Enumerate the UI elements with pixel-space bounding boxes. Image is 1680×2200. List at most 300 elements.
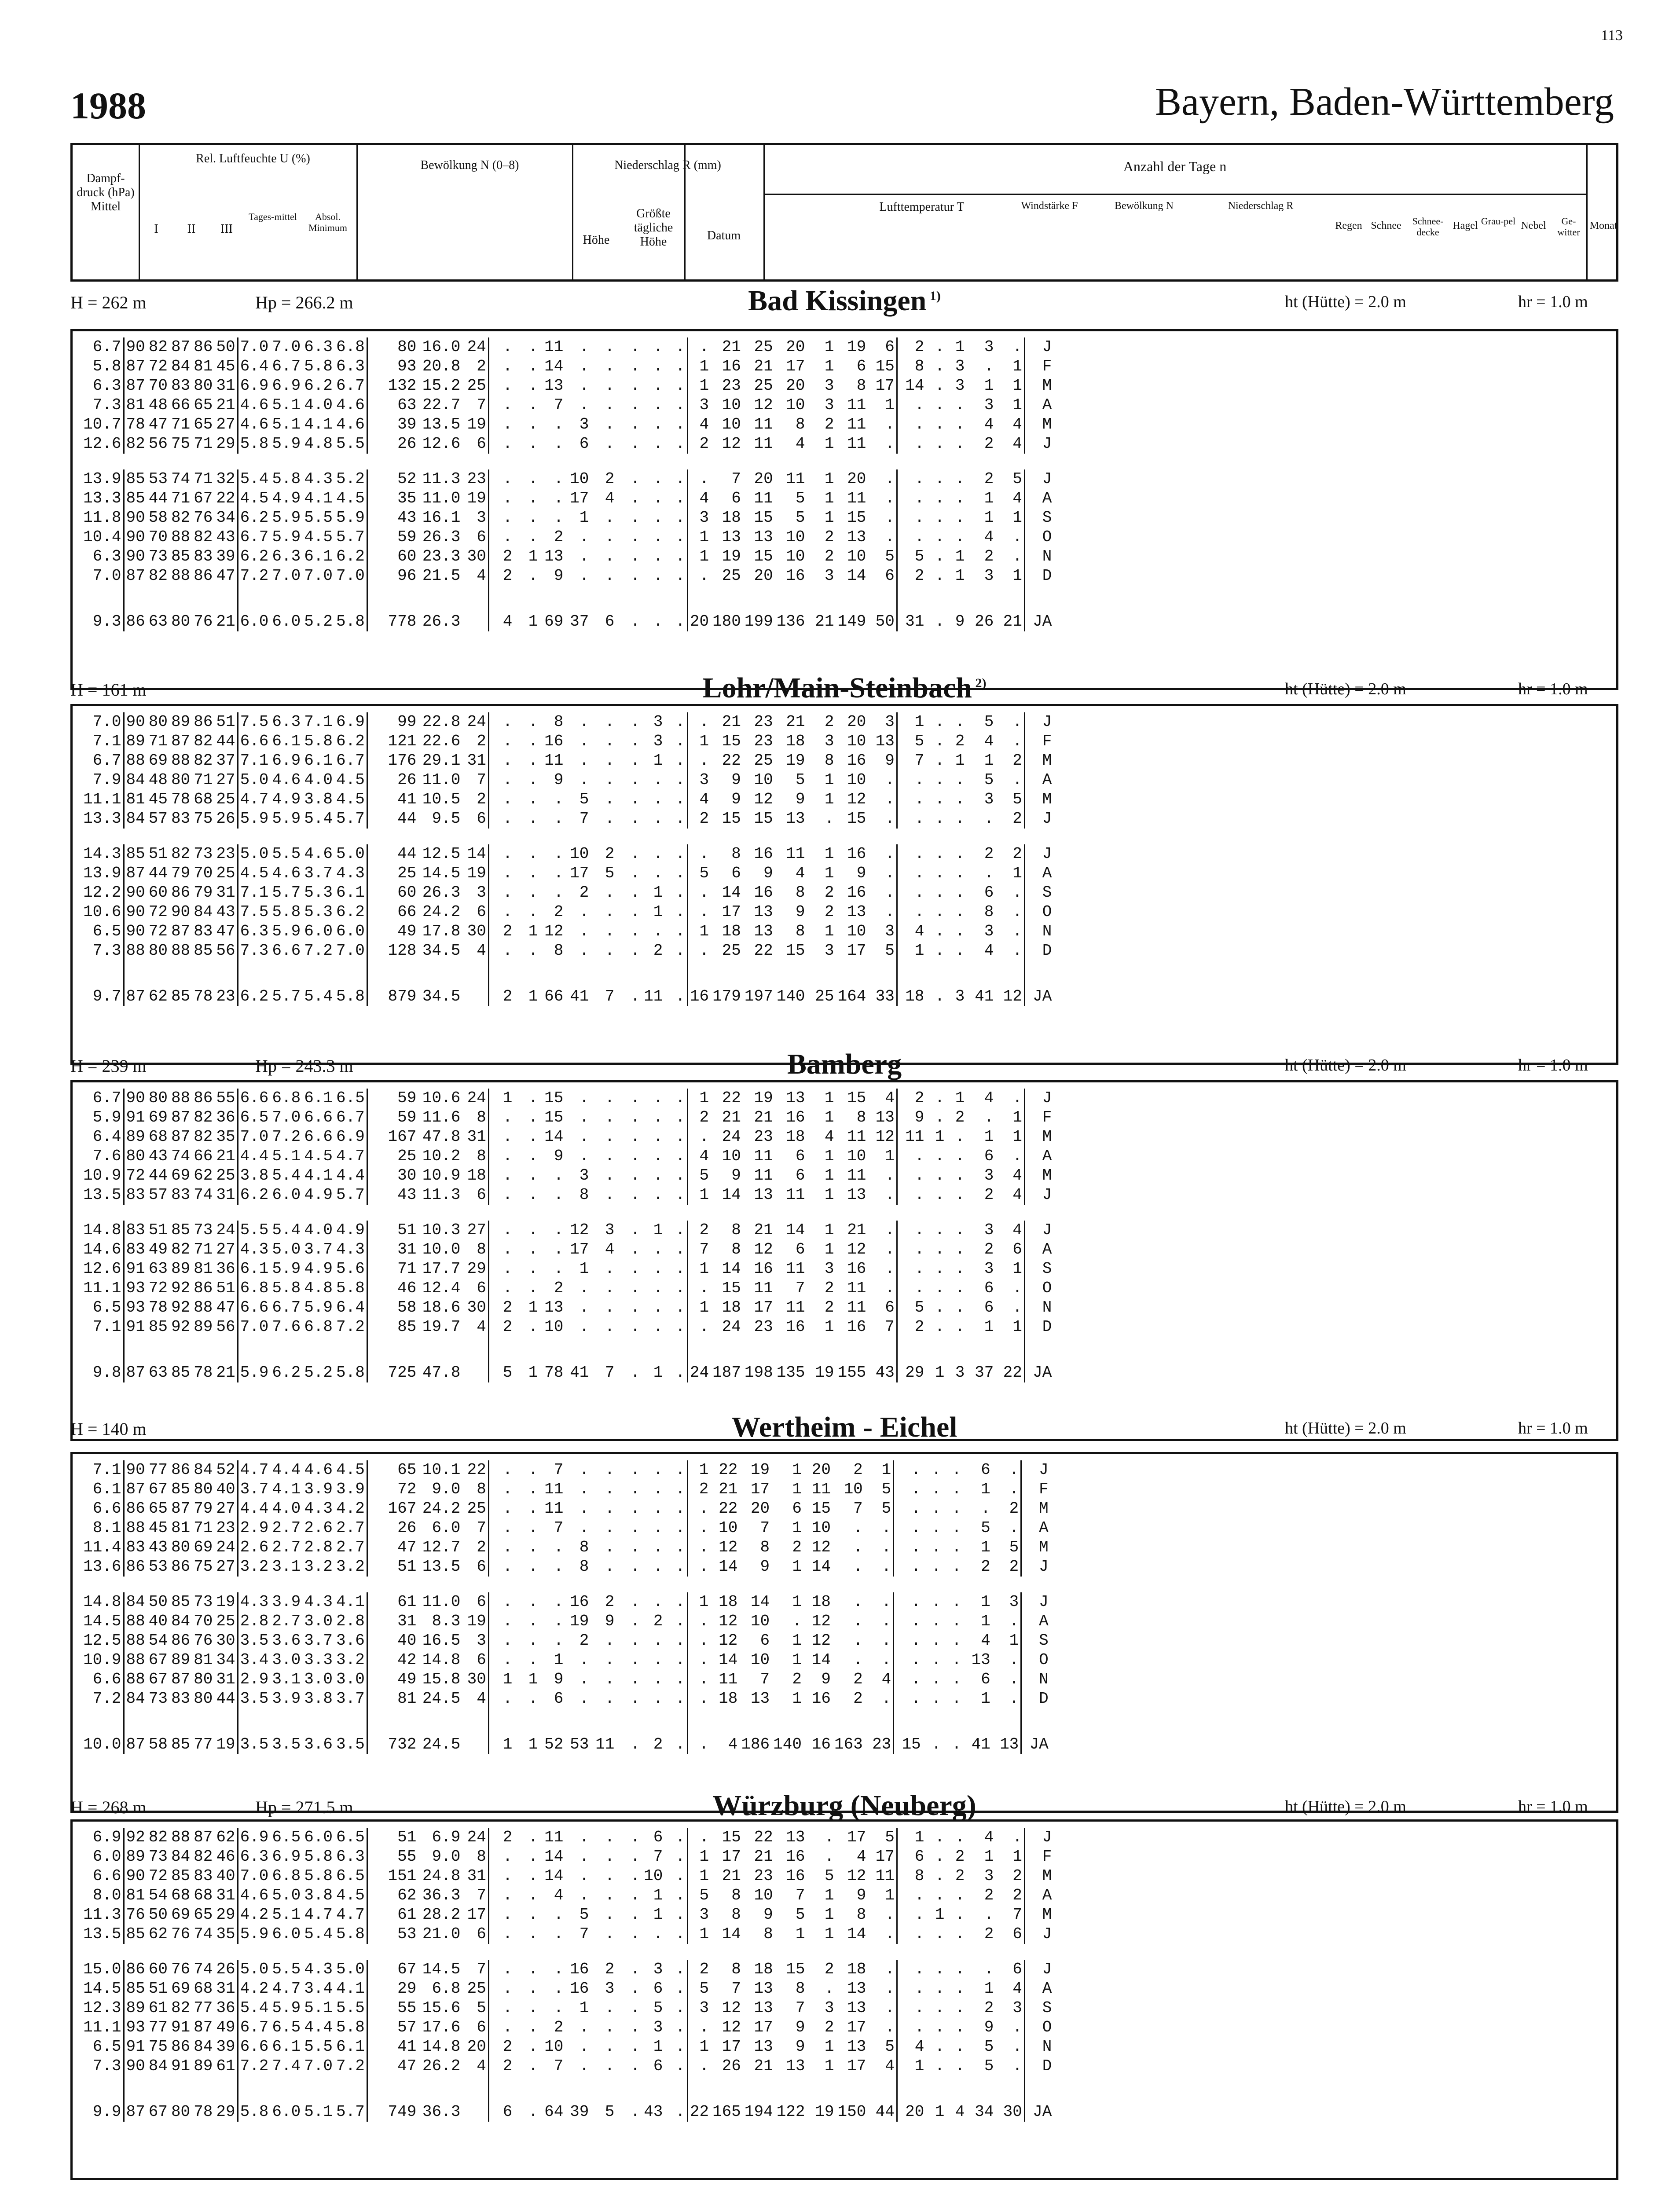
table-cell: . [554, 509, 564, 527]
table-cell: 2 [503, 567, 513, 585]
table-cell: 87 [171, 1108, 191, 1126]
table-cell: . [528, 942, 538, 960]
table-cell: 30 [462, 922, 488, 941]
table-cell: . [914, 396, 924, 414]
table-cell: 90 [126, 528, 145, 546]
table-cell: 4.6 [304, 845, 333, 863]
table-cell: 8 [856, 1108, 866, 1126]
table-cell: 10 [722, 396, 741, 414]
station-data-table [73, 1828, 1053, 2122]
table-cell: 1 [914, 1828, 924, 1846]
table-cell: 11 [786, 1186, 805, 1204]
table-cell: 8 [914, 1867, 924, 1885]
table-cell: . [528, 1279, 538, 1297]
table-cell: . [699, 1500, 709, 1518]
table-cell: 13 [868, 1108, 897, 1127]
table-cell: 12 [722, 1999, 741, 2017]
table-cell: 35 [397, 489, 417, 507]
table-cell: 5 [795, 489, 805, 507]
table-cell: 14.8 [422, 2038, 461, 2056]
table-cell: . [952, 1593, 961, 1611]
table-cell: 80 [148, 942, 168, 960]
table-cell: 5 [914, 547, 924, 565]
table-cell: O [1042, 528, 1052, 546]
month-row [73, 1631, 1050, 1650]
table-cell: 2 [853, 1461, 863, 1479]
table-cell: 73 [148, 1690, 168, 1708]
table-cell: 14 [905, 377, 924, 395]
table-cell: 3.9 [334, 1480, 367, 1499]
table-cell: 13 [992, 1709, 1021, 1754]
table-cell: 2 [992, 1499, 1021, 1518]
table-cell: . [605, 1867, 615, 1885]
table-cell: 11.0 [422, 489, 461, 507]
table-cell: 13.9 [73, 864, 124, 883]
table-cell: 10 [754, 1886, 773, 1904]
table-cell: 41 [570, 1364, 589, 1382]
table-cell: 85 [126, 1925, 145, 1943]
table-cell: 82 [194, 752, 213, 770]
table-cell: 29.1 [422, 752, 461, 770]
table-cell: 6.3 [73, 547, 124, 566]
table-cell: 2 [503, 547, 513, 565]
table-cell: 1 [935, 1128, 945, 1146]
table-cell: . [653, 1461, 663, 1479]
table-cell: 5 [868, 1828, 897, 1847]
table-cell: 90 [126, 1089, 145, 1107]
table-cell: 3 [653, 2018, 663, 2036]
month-row [73, 1592, 1050, 1612]
table-cell: . [630, 1279, 640, 1297]
table-cell: . [853, 1651, 863, 1669]
table-cell: 82 [171, 845, 191, 863]
table-cell: . [579, 567, 589, 585]
table-cell: 1 [935, 1364, 945, 1382]
table-cell: . [630, 1980, 640, 1998]
table-cell: . [992, 1670, 1021, 1689]
table-cell: . [579, 357, 589, 375]
station-elevation: H = 268 m [70, 1797, 147, 1817]
table-cell: . [865, 1538, 894, 1557]
table-cell: . [935, 377, 945, 395]
table-cell: . [995, 1828, 1024, 1847]
table-cell: . [955, 1318, 965, 1336]
table-cell: 4.4 [304, 2018, 333, 2036]
table-cell: 41 [971, 1735, 990, 1753]
table-cell: 5 [699, 864, 709, 882]
table-cell: . [935, 357, 945, 375]
table-cell: 2 [699, 1221, 709, 1239]
table-cell: . [995, 2037, 1024, 2057]
table-cell: 14 [544, 1848, 564, 1866]
table-cell: 4 [462, 1689, 488, 1709]
table-cell: 6.0 [272, 1925, 301, 1943]
table-cell: 46 [214, 1847, 238, 1866]
table-cell: 5 [462, 1998, 488, 2018]
month-row [73, 337, 1053, 357]
table-cell: . [503, 1128, 513, 1146]
month-row [73, 844, 1053, 864]
station-name-text: Lohr/Main-Steinbach [702, 672, 972, 704]
header-datum: Datum [707, 229, 741, 242]
table-cell: 5.9 [272, 1999, 301, 2017]
table-cell: . [554, 1221, 564, 1239]
table-cell: 12 [754, 396, 773, 414]
month-row [73, 547, 1053, 566]
table-cell: 6 [984, 1298, 994, 1316]
table-cell: . [653, 415, 663, 433]
table-cell: . [955, 884, 965, 902]
month-row [73, 1460, 1050, 1480]
table-cell: 1 [984, 1318, 994, 1336]
table-cell: . [554, 790, 564, 808]
table-cell: . [503, 752, 513, 770]
table-cell: . [664, 790, 687, 809]
table-cell: . [528, 1480, 538, 1498]
table-cell: 34 [214, 508, 238, 528]
table-cell: 9 [731, 790, 741, 808]
table-cell: . [935, 547, 945, 565]
table-cell: . [605, 509, 615, 527]
table-cell: 21 [786, 713, 805, 731]
table-cell: 47 [214, 1298, 238, 1317]
table-cell: 70 [148, 377, 168, 395]
table-cell: 2 [984, 1999, 994, 2017]
table-cell: 75 [148, 2038, 168, 2056]
table-cell: 6.6 [240, 732, 269, 750]
table-cell: 63 [148, 612, 168, 631]
table-cell: 23.3 [422, 547, 461, 565]
table-cell: 11.1 [73, 790, 124, 809]
table-cell: . [605, 771, 615, 789]
table-cell: . [664, 1298, 687, 1317]
table-cell: . [528, 1166, 538, 1184]
table-cell: 50 [148, 1593, 168, 1611]
table-cell: 22 [462, 1460, 488, 1480]
table-cell: 9 [856, 1886, 866, 1904]
table-cell: . [579, 942, 589, 960]
table-cell: 68 [194, 1980, 213, 1998]
table-cell: 71 [397, 1260, 417, 1278]
table-cell: 21 [754, 357, 773, 375]
table-cell: 66 [397, 903, 417, 921]
header-schneedecke: Schnee-decke [1412, 216, 1444, 238]
table-cell: . [699, 1612, 709, 1630]
table-cell: . [630, 1538, 640, 1556]
table-cell: 11.0 [422, 771, 461, 789]
table-cell: . [984, 1960, 994, 1978]
table-cell: . [528, 1186, 538, 1204]
table-cell: 60 [397, 884, 417, 902]
table-cell: 5.9 [272, 509, 301, 527]
table-cell: 5 [699, 1980, 709, 1998]
table-cell: 2 [503, 1318, 513, 1336]
table-cell: 4 [981, 1632, 990, 1650]
table-cell: M [1042, 1906, 1052, 1924]
table-cell: 16 [786, 567, 805, 585]
table-cell: . [664, 508, 687, 528]
table-cell: 6.9 [240, 1828, 269, 1846]
table-cell: 1 [528, 922, 538, 940]
table-cell: 25 [722, 567, 741, 585]
table-cell: . [630, 1221, 640, 1239]
table-cell: 6 [554, 1690, 564, 1708]
table-cell: . [914, 845, 924, 863]
table-cell: . [664, 1259, 687, 1279]
table-cell: . [868, 809, 897, 829]
table-cell: . [605, 1461, 615, 1479]
table-cell: 11 [544, 752, 564, 770]
table-cell: 12 [544, 922, 564, 940]
table-cell: 7 [579, 810, 589, 828]
station-rain-gauge-height: hr = 1.0 m [1518, 680, 1588, 698]
table-cell: 4.3 [304, 1500, 333, 1518]
table-cell: 21 [722, 1108, 741, 1126]
table-cell: 18 [462, 1166, 488, 1185]
table-cell: 14 [719, 1651, 738, 1669]
table-cell: . [699, 1558, 709, 1576]
table-cell: . [528, 810, 538, 828]
table-cell: 84 [194, 2038, 213, 2056]
table-cell: 2 [995, 751, 1024, 770]
month-row [73, 790, 1053, 809]
month-row [73, 1538, 1050, 1557]
table-cell: 16 [544, 732, 564, 750]
table-cell: . [579, 1128, 589, 1146]
header-dampf: Dampf-druck (hPa) Mittel [77, 172, 135, 214]
table-cell: . [503, 1260, 513, 1278]
table-cell: 2 [699, 1960, 709, 1978]
table-cell: . [955, 1221, 965, 1239]
table-cell: 6.7 [73, 751, 124, 770]
table-cell: 55 [397, 1848, 417, 1866]
table-cell: 58 [148, 1735, 168, 1753]
table-cell: 25 [214, 790, 238, 809]
table-cell: 10.4 [73, 528, 124, 547]
table-cell: 5 [995, 469, 1024, 489]
table-cell: . [911, 1558, 921, 1576]
table-cell: 90 [126, 547, 145, 565]
table-cell: . [630, 612, 640, 631]
table-cell: . [853, 1558, 863, 1576]
header-anzahl: Anzahl der Tage n [1123, 158, 1227, 174]
table-cell: 15 [754, 547, 773, 565]
table-cell: 41 [397, 2038, 417, 2056]
table-cell: . [528, 1848, 538, 1866]
table-cell: 92 [171, 1298, 191, 1316]
table-cell: . [579, 338, 589, 356]
table-cell: 10.3 [422, 1221, 461, 1239]
table-cell: 13 [868, 732, 897, 751]
table-cell: 71 [171, 489, 191, 507]
table-cell: . [992, 1480, 1021, 1499]
table-cell: 81 [194, 1260, 213, 1278]
table-cell: 3.7 [304, 1632, 333, 1650]
table-cell: . [914, 1980, 924, 1998]
table-cell: 4.2 [240, 1906, 269, 1924]
table-cell: . [630, 1519, 640, 1537]
table-cell: 6.5 [73, 1298, 124, 1317]
table-cell: . [503, 845, 513, 863]
table-cell: 3.3 [304, 1651, 333, 1669]
table-cell: . [995, 1279, 1024, 1298]
table-cell: 5.9 [272, 528, 301, 546]
table-cell: . [503, 771, 513, 789]
table-cell: 6 [995, 1925, 1024, 1944]
table-cell: 1 [995, 1259, 1024, 1279]
table-cell: 9 [856, 864, 866, 882]
table-cell: O [1042, 2018, 1052, 2036]
table-cell: . [503, 338, 513, 356]
table-cell: 2.8 [304, 1538, 333, 1556]
table-cell: 13 [971, 1651, 990, 1669]
table-cell: 83 [126, 1240, 145, 1258]
table-cell: . [605, 1318, 615, 1336]
table-cell: 81 [194, 357, 213, 375]
table-cell: . [952, 1480, 961, 1498]
header-bewoelkung: Bewölkung N (0–8) [420, 158, 519, 172]
table-cell: . [579, 1886, 589, 1904]
table-cell: 1 [579, 1999, 589, 2017]
table-cell: 6.9 [73, 1828, 124, 1847]
table-cell: 22 [722, 1089, 741, 1107]
header-graupel: Grau-pel [1481, 216, 1516, 227]
table-cell: . [853, 1519, 863, 1537]
table-cell: 2 [699, 1108, 709, 1126]
table-cell: 72 [126, 1166, 145, 1184]
table-cell: . [664, 1240, 687, 1259]
table-cell: . [914, 810, 924, 828]
table-cell: 13 [786, 810, 805, 828]
table-cell: . [528, 2038, 538, 2056]
table-cell: 92 [171, 1279, 191, 1297]
table-cell: 22.6 [422, 732, 461, 750]
table-cell: 1 [792, 1593, 802, 1611]
table-cell: . [630, 1999, 640, 2017]
table-cell: 1 [699, 1867, 709, 1885]
table-cell: J [1042, 1925, 1052, 1943]
table-cell: 2 [984, 1240, 994, 1258]
table-cell: 3 [955, 987, 965, 1005]
table-cell: 4.4 [272, 1461, 301, 1479]
table-cell: 63 [148, 1364, 168, 1382]
table-cell: 1 [528, 547, 538, 565]
table-cell: 20 [754, 567, 773, 585]
table-cell: 76 [126, 1906, 145, 1924]
table-cell: 1 [699, 1925, 709, 1943]
table-cell: 9 [731, 1166, 741, 1184]
table-cell: . [932, 1538, 941, 1556]
table-cell: 71 [148, 732, 168, 750]
table-cell: . [664, 1221, 687, 1240]
table-cell: . [653, 1690, 663, 1708]
table-cell: M [1042, 1128, 1052, 1146]
table-cell: . [955, 2038, 965, 2056]
table-cell: 3 [699, 1999, 709, 2017]
month-row [73, 1612, 1050, 1631]
table-cell: 7.0 [73, 712, 124, 732]
table-cell: 25 [214, 1612, 238, 1631]
table-cell: . [914, 509, 924, 527]
table-cell: 3 [984, 1867, 994, 1885]
table-cell: 13.5 [422, 415, 461, 433]
table-cell: 6 [462, 1557, 488, 1577]
table-cell: 1 [914, 713, 924, 731]
table-cell: 6.2 [304, 377, 333, 395]
table-cell: . [955, 1999, 965, 2017]
table-cell: 1 [653, 2038, 663, 2056]
station-elevation: H = 262 m [70, 293, 147, 312]
table-cell: 1 [824, 1166, 834, 1184]
table-cell: 4.3 [334, 1240, 367, 1259]
table-cell: 5 [795, 1906, 805, 1924]
table-cell: . [664, 415, 687, 434]
table-cell: . [935, 612, 945, 631]
table-cell: . [528, 1128, 538, 1146]
table-cell: 23 [754, 713, 773, 731]
table-cell: 1 [824, 1221, 834, 1239]
table-cell: . [911, 1593, 921, 1611]
table-cell: 5 [868, 547, 897, 566]
table-cell: 2.6 [304, 1519, 333, 1537]
month-row [73, 712, 1053, 732]
column-header-table [70, 143, 1618, 282]
table-cell: 6.3 [304, 338, 333, 356]
table-cell: . [503, 1612, 513, 1630]
table-cell: 1 [984, 489, 994, 507]
table-cell: 96 [397, 567, 417, 585]
table-cell: 4 [554, 1886, 564, 1904]
table-cell: . [914, 528, 924, 546]
table-cell: 90 [171, 903, 191, 921]
table-cell: 78 [544, 1364, 564, 1382]
month-row [73, 1828, 1053, 1847]
table-cell: 5.8 [304, 1848, 333, 1866]
table-cell: 7.1 [240, 884, 269, 902]
table-cell: 7.1 [73, 1460, 124, 1480]
table-cell: 21 [719, 1480, 738, 1498]
table-cell: 31 [214, 376, 238, 396]
table-cell: 17.6 [422, 2018, 461, 2036]
table-cell: . [932, 1612, 941, 1630]
table-cell: F [1039, 1480, 1049, 1498]
table-cell: 6.6 [73, 1670, 124, 1689]
table-cell: 53 [148, 1558, 168, 1576]
table-cell: . [995, 712, 1024, 732]
table-cell: 12 [811, 1612, 831, 1630]
table-cell: 6.2 [240, 509, 269, 527]
table-cell: . [995, 2018, 1024, 2037]
table-cell: 86 [194, 713, 213, 731]
month-row [73, 1240, 1053, 1259]
table-cell: 12 [722, 435, 741, 453]
table-cell: . [528, 845, 538, 863]
table-cell: 50 [214, 337, 238, 357]
table-cell: JA [1033, 2103, 1052, 2121]
table-cell: 4.5 [304, 528, 333, 546]
table-cell: 25 [462, 1979, 488, 1998]
table-cell: 1 [995, 1317, 1024, 1337]
table-cell: 6 [462, 1185, 488, 1205]
table-cell: 82 [126, 435, 145, 453]
table-cell: . [554, 1538, 564, 1556]
table-cell: 6.6 [73, 1499, 124, 1518]
table-cell: 18 [811, 1593, 831, 1611]
table-cell: . [579, 1519, 589, 1537]
table-cell: 80 [171, 612, 191, 631]
table-cell: M [1042, 1867, 1052, 1885]
table-cell: . [554, 435, 564, 453]
